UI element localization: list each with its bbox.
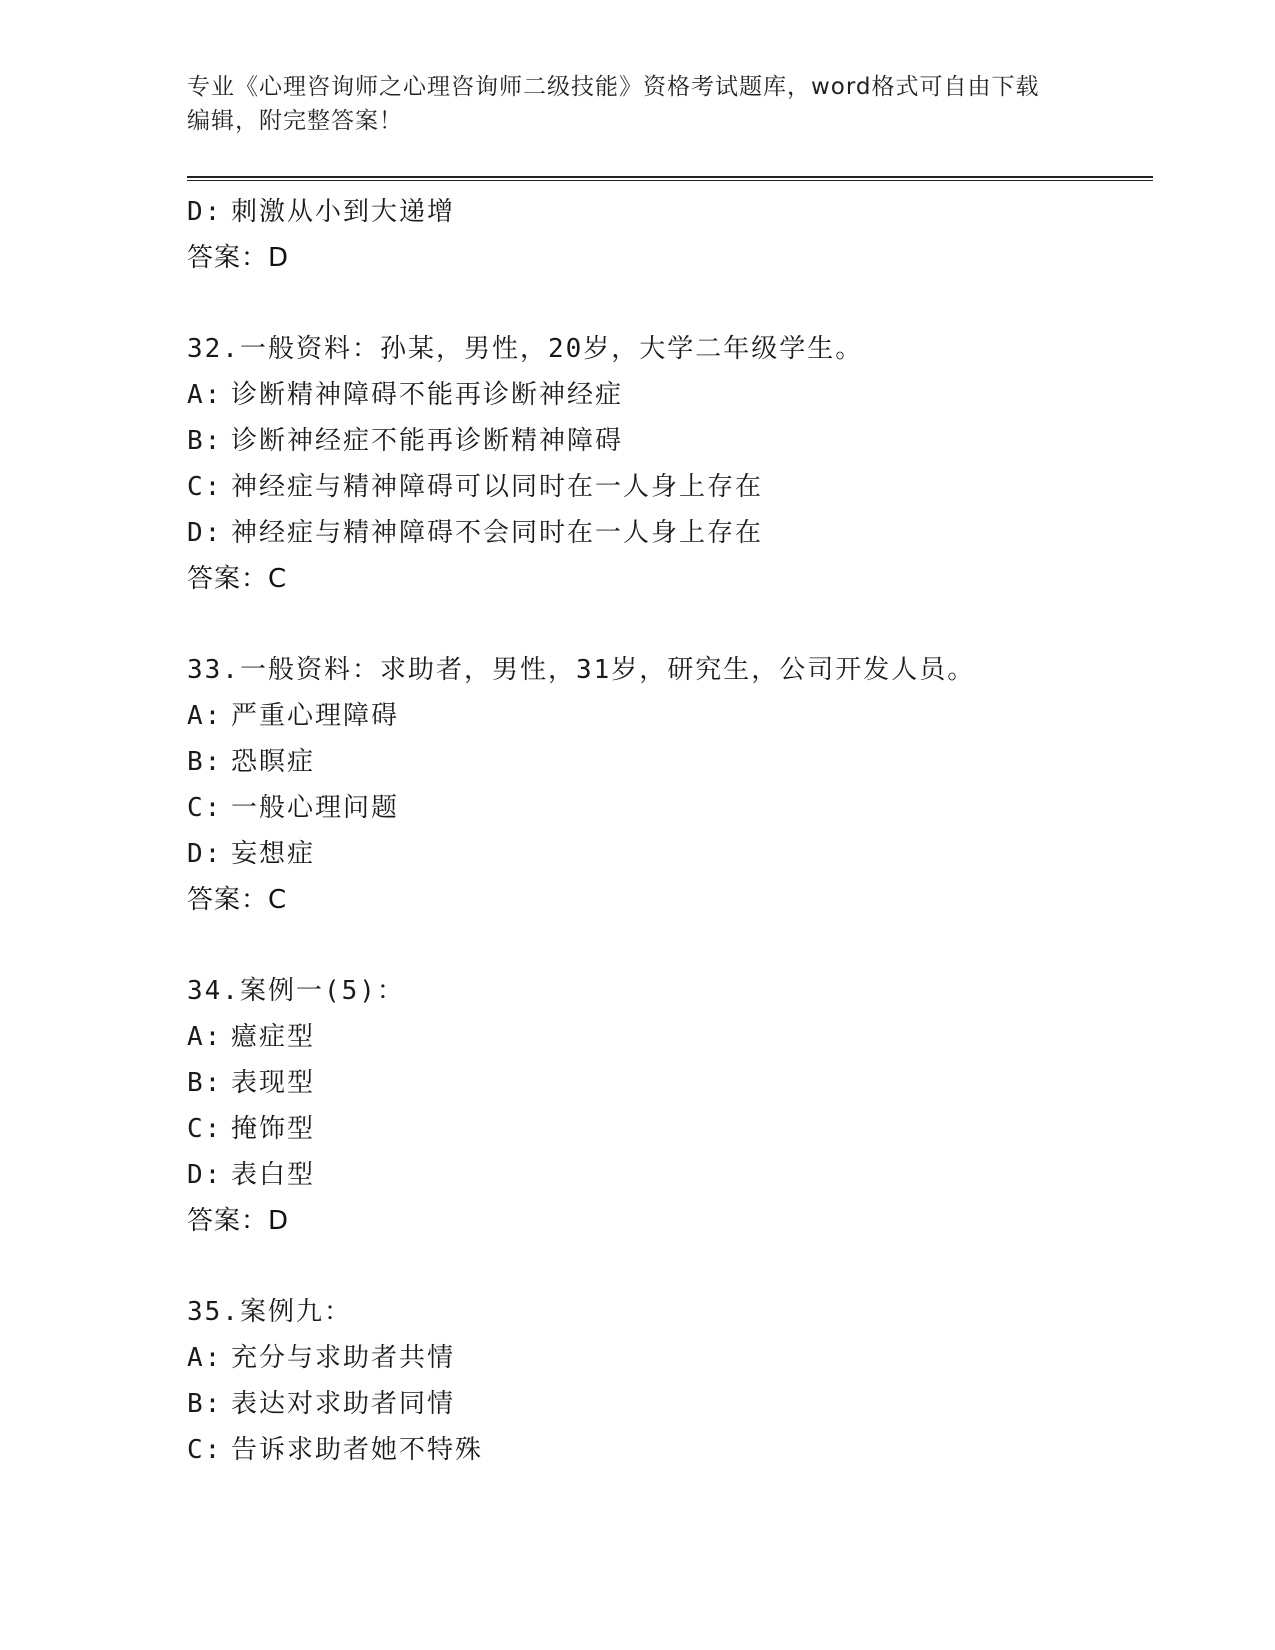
option-key: D: — [187, 839, 223, 869]
question-stem: 32.一般资料：孙某，男性，20岁，大学二年级学生。 — [187, 334, 864, 364]
spacer — [187, 1244, 1147, 1289]
option-key: C: — [187, 472, 223, 502]
option-key: C: — [187, 793, 223, 823]
question-list — [187, 189, 1147, 1473]
option-text: 掩饰型 — [231, 1114, 316, 1144]
answer-line: 答案：C — [187, 564, 288, 594]
spacer — [187, 602, 1147, 647]
option-b — [187, 1060, 1147, 1106]
option-key: D: — [187, 518, 223, 548]
option-c — [187, 1427, 1147, 1473]
option-key: B: — [187, 1068, 223, 1098]
option-b — [187, 1381, 1147, 1427]
option-c — [187, 1106, 1147, 1152]
option-text: 妄想症 — [231, 839, 316, 869]
option-b — [187, 418, 1147, 464]
question-stem: 35.案例九： — [187, 1297, 352, 1327]
answer-line: 答案：C — [187, 885, 288, 915]
option-key: B: — [187, 1389, 223, 1419]
option-text: 充分与求助者共情 — [231, 1343, 456, 1373]
option-key: A: — [187, 1022, 223, 1052]
option-key: C: — [187, 1114, 223, 1144]
option-d — [187, 189, 1147, 235]
option-d — [187, 1152, 1147, 1198]
option-text: 诊断神经症不能再诊断精神障碍 — [231, 426, 624, 456]
option-text: 神经症与精神障碍不会同时在一人身上存在 — [231, 518, 764, 548]
spacer — [187, 281, 1147, 326]
option-key: A: — [187, 701, 223, 731]
option-key: D: — [187, 1160, 223, 1190]
option-text: 告诉求助者她不特殊 — [231, 1435, 484, 1465]
option-text: 表现型 — [231, 1068, 316, 1098]
option-text: 恐瞑症 — [231, 747, 316, 777]
option-text: 刺激从小到大递增 — [231, 197, 456, 227]
option-b — [187, 739, 1147, 785]
option-key: D: — [187, 197, 223, 227]
option-key: B: — [187, 426, 223, 456]
option-a — [187, 1335, 1147, 1381]
answer-line: 答案：D — [187, 243, 290, 273]
option-text: 表达对求助者同情 — [231, 1389, 456, 1419]
answer-line: 答案：D — [187, 1206, 290, 1236]
header-divider — [187, 176, 1153, 181]
document-header — [187, 70, 1087, 138]
option-key: A: — [187, 380, 223, 410]
header-line-1: 专业《心理咨询师之心理咨询师二级技能》资格考试题库，word格式可自由下载 — [187, 74, 1040, 100]
option-text: 一般心理问题 — [231, 793, 400, 823]
question-stem: 33.一般资料：求助者，男性，31岁，研究生，公司开发人员。 — [187, 655, 976, 685]
option-key: A: — [187, 1343, 223, 1373]
option-text: 诊断精神障碍不能再诊断神经症 — [231, 380, 624, 410]
option-key: B: — [187, 747, 223, 777]
option-key: C: — [187, 1435, 223, 1465]
option-a — [187, 1014, 1147, 1060]
option-a — [187, 372, 1147, 418]
option-text: 癔症型 — [231, 1022, 316, 1052]
option-a — [187, 693, 1147, 739]
spacer — [187, 923, 1147, 968]
question-stem: 34.案例一(5)： — [187, 976, 405, 1006]
option-text: 严重心理障碍 — [231, 701, 400, 731]
header-line-2: 编辑，附完整答案！ — [187, 108, 403, 134]
option-text: 表白型 — [231, 1160, 316, 1190]
option-text: 神经症与精神障碍可以同时在一人身上存在 — [231, 472, 764, 502]
option-d — [187, 831, 1147, 877]
option-c — [187, 464, 1147, 510]
option-c — [187, 785, 1147, 831]
option-d — [187, 510, 1147, 556]
